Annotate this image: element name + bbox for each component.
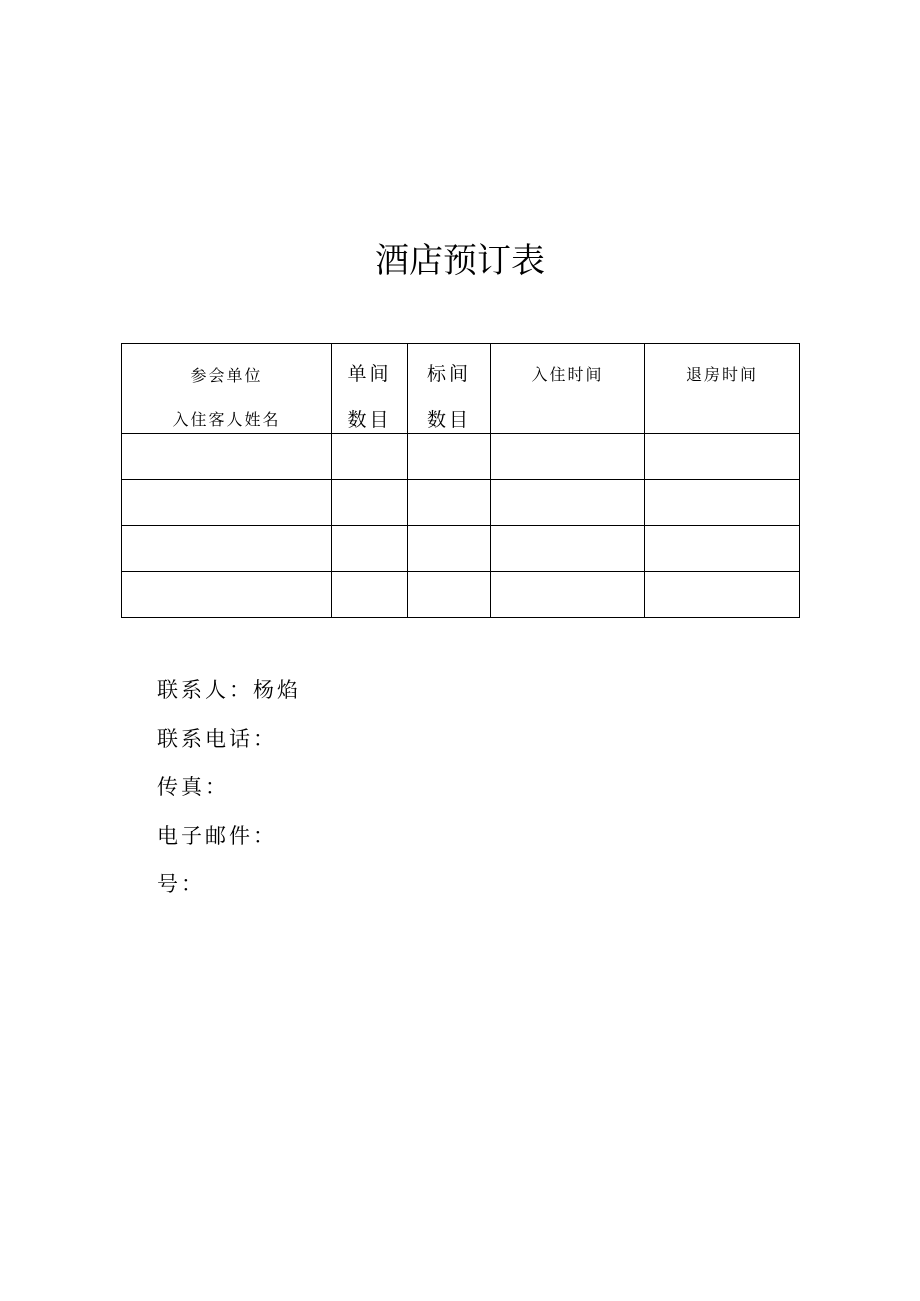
table-cell[interactable] [645,526,800,572]
contact-number: 号： [157,872,205,896]
header-standard-line1: 标间 [426,363,471,385]
table-row [122,434,800,480]
table-header-row [122,344,800,434]
table-cell[interactable] [332,434,408,480]
table-cell[interactable] [332,572,408,618]
table-row [122,572,800,618]
contact-info [157,674,301,917]
table-cell[interactable] [408,526,491,572]
header-standard-line2: 数目 [426,409,471,431]
table-cell[interactable] [122,572,332,618]
table-cell[interactable] [122,434,332,480]
booking-table [121,343,800,618]
header-org-label: 参会单位 [190,366,263,385]
table-cell[interactable] [491,480,645,526]
table-cell[interactable] [408,572,491,618]
table-row [122,526,800,572]
contact-fax: 传真： [157,775,229,799]
header-checkin [491,344,645,434]
table-cell[interactable] [122,526,332,572]
table-cell[interactable] [645,480,800,526]
table-cell[interactable] [122,480,332,526]
table-row [122,480,800,526]
header-single-rooms [332,344,408,434]
contact-person: 联系人：杨焰 [157,678,301,702]
table-cell[interactable] [645,434,800,480]
table-cell[interactable] [645,572,800,618]
table-cell[interactable] [408,434,491,480]
header-single-line2: 数目 [347,409,392,431]
header-standard-rooms [408,344,491,434]
header-guest-name-label: 入住客人姓名 [172,410,281,429]
header-org-guest [122,344,332,434]
table-cell[interactable] [332,480,408,526]
header-single-line1: 单间 [347,363,392,385]
contact-phone: 联系电话： [157,726,277,751]
page-title: 酒店预订表 [375,241,545,281]
table-cell[interactable] [491,526,645,572]
table-cell[interactable] [491,572,645,618]
header-checkin-label: 入住时间 [531,365,604,384]
table-cell[interactable] [491,434,645,480]
header-checkout [645,344,800,434]
table-cell[interactable] [408,480,491,526]
header-checkout-label: 退房时间 [685,365,758,384]
table-cell[interactable] [332,526,408,572]
contact-email: 电子邮件： [157,823,277,848]
